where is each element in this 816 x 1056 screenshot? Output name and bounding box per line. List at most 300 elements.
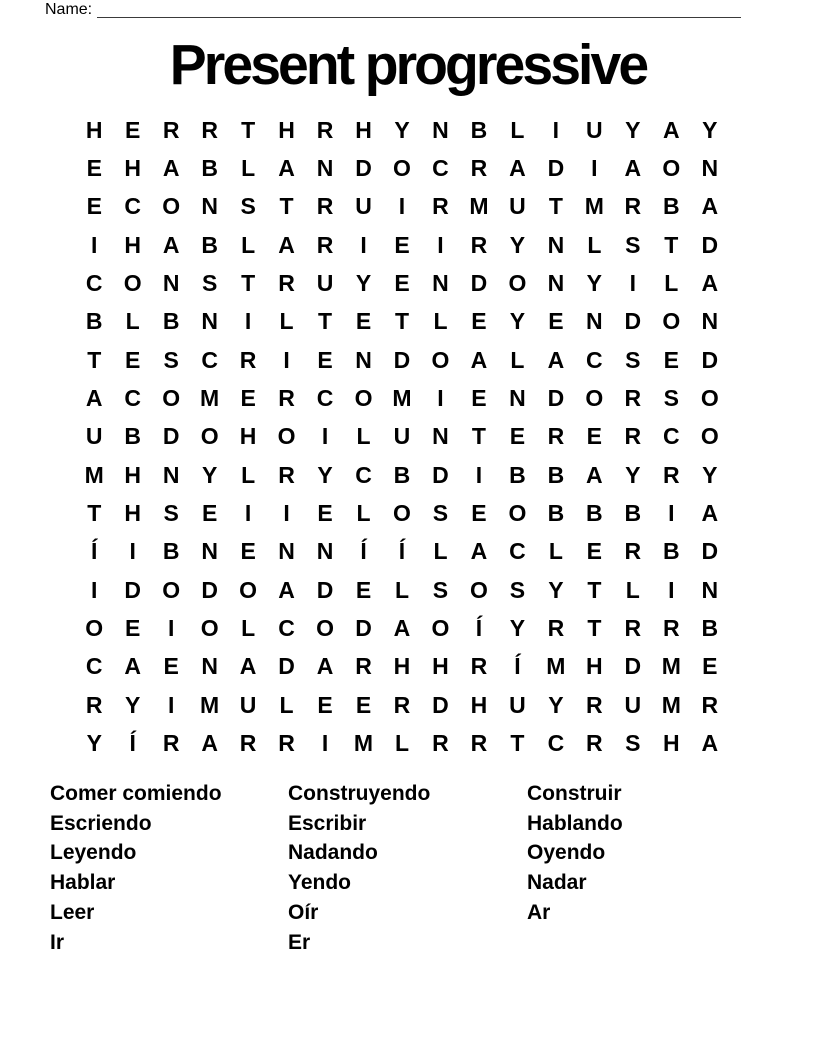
grid-letter: H (586, 653, 603, 680)
grid-letter: I (475, 461, 483, 488)
grid-letter: B (662, 538, 680, 565)
grid-letter: N (201, 653, 218, 680)
grid-letter: B (162, 308, 180, 335)
grid-letter: T (87, 500, 102, 527)
word-list-item: Er (288, 930, 311, 954)
word-list-item: Nadando (288, 841, 378, 865)
grid-letter: E (471, 500, 487, 527)
grid-letter: R (624, 423, 642, 450)
grid-letter: N (201, 538, 218, 565)
grid-letter: I (437, 231, 444, 258)
grid-letter: E (394, 231, 410, 258)
word-list-item: Hablando (527, 811, 623, 835)
grid-letter: Y (509, 615, 526, 642)
grid-letter: R (432, 193, 449, 220)
grid-letter: L (241, 461, 256, 488)
grid-letter: U (509, 193, 526, 220)
grid-letter: R (624, 193, 642, 220)
grid-letter: B (201, 155, 218, 182)
grid-letter: S (625, 346, 641, 373)
word-list-column (527, 779, 766, 957)
grid-letter: I (283, 500, 290, 527)
grid-letter: R (278, 385, 295, 412)
word-list-item: Ir (50, 930, 65, 954)
grid-letter: R (586, 730, 603, 757)
grid-letter: T (279, 193, 294, 220)
grid-letter: Y (702, 461, 718, 488)
grid-letter: T (510, 730, 525, 757)
grid-letter: A (278, 576, 295, 603)
grid-letter: R (432, 730, 449, 757)
grid-letter: S (663, 385, 679, 412)
grid-letter: D (701, 231, 719, 258)
grid-letter: C (124, 193, 142, 220)
grid-letter: M (546, 653, 566, 680)
grid-letter: D (355, 615, 372, 642)
grid-letter: H (278, 116, 295, 143)
grid-letter: O (508, 270, 527, 297)
grid-letter: A (701, 500, 719, 527)
grid-letter: R (547, 615, 565, 642)
grid-letter: I (167, 615, 175, 642)
grid-letter: N (701, 155, 719, 182)
grid-letter: L (356, 500, 371, 527)
word-list-column (288, 779, 527, 957)
grid-letter: L (664, 270, 679, 297)
grid-letter: H (239, 423, 257, 450)
grid-letter: N (586, 308, 603, 335)
grid-letter: U (85, 423, 103, 450)
grid-letter: R (470, 231, 488, 258)
grid-letter: U (239, 691, 257, 718)
grid-letter: H (124, 461, 142, 488)
grid-letter: S (163, 346, 179, 373)
grid-letter: R (470, 653, 488, 680)
grid-letter: C (547, 730, 565, 757)
grid-letter: E (317, 346, 333, 373)
grid-letter: R (701, 691, 719, 718)
grid-letter: B (201, 231, 218, 258)
grid-letter: U (355, 193, 372, 220)
grid-letter: H (85, 116, 103, 143)
word-list (50, 779, 766, 957)
grid-letter: R (278, 730, 295, 757)
grid-letter: C (662, 423, 680, 450)
grid-letter: I (552, 116, 560, 143)
grid-letter: Í (475, 615, 483, 642)
grid-letter: L (279, 308, 294, 335)
grid-letter: E (201, 500, 218, 527)
grid-letter: E (548, 308, 564, 335)
word-list-item: Nadar (527, 871, 587, 895)
grid-letter: O (662, 155, 681, 182)
grid-letter: E (586, 423, 603, 450)
grid-letter: U (393, 423, 411, 450)
grid-letter: R (355, 653, 372, 680)
grid-letter: T (587, 615, 602, 642)
grid-letter: L (394, 576, 410, 603)
grid-letter: T (318, 308, 333, 335)
grid-letter: O (123, 270, 142, 297)
grid-letter: C (316, 385, 334, 412)
grid-letter: N (316, 155, 334, 182)
grid-letter: E (471, 308, 487, 335)
grid-letter: E (317, 691, 333, 718)
grid-letter: R (586, 691, 603, 718)
grid-letter: O (700, 385, 719, 412)
grid-letter: I (244, 308, 252, 335)
grid-letter: Y (625, 461, 641, 488)
grid-letter: E (240, 538, 256, 565)
grid-letter: O (200, 615, 219, 642)
grid-letter: D (316, 576, 334, 603)
grid-letter: H (432, 653, 449, 680)
grid-letter: E (125, 116, 141, 143)
grid-letter: D (432, 691, 449, 718)
grid-letter: D (432, 461, 449, 488)
grid-letter: R (278, 461, 295, 488)
grid-letter: M (392, 385, 412, 412)
grid-letter: O (393, 500, 411, 527)
grid-letter: I (591, 155, 598, 182)
grid-letter: L (433, 308, 448, 335)
grid-letter: M (200, 691, 220, 718)
grid-letter: A (278, 231, 295, 258)
grid-letter: T (664, 231, 679, 258)
grid-letter: B (124, 423, 142, 450)
grid-letter: Y (317, 461, 333, 488)
grid-letter: L (241, 231, 256, 258)
grid-letter: E (471, 385, 487, 412)
grid-letter: B (662, 193, 680, 220)
wordsearch-grid (75, 111, 729, 763)
grid-letter: L (356, 423, 371, 450)
grid-letter: I (668, 576, 675, 603)
grid-letter: A (586, 461, 603, 488)
grid-letter: D (278, 653, 295, 680)
grid-letter: I (91, 231, 98, 258)
grid-letter: A (239, 653, 257, 680)
grid-letter: N (162, 461, 180, 488)
grid-letter: N (316, 538, 334, 565)
grid-letter: B (547, 500, 565, 527)
grid-letter: Í (398, 538, 406, 565)
grid-letter: O (662, 308, 681, 335)
grid-letter: L (279, 691, 294, 718)
word-list-column (50, 779, 288, 957)
grid-letter: L (125, 308, 140, 335)
grid-letter: M (469, 193, 489, 220)
grid-letter: A (701, 730, 719, 757)
grid-letter: T (587, 576, 602, 603)
grid-letter: R (162, 116, 180, 143)
word-list-item: Construir (527, 782, 622, 805)
word-list-item: Hablar (50, 871, 116, 895)
grid-letter: M (661, 691, 681, 718)
grid-letter: R (316, 193, 334, 220)
grid-letter: R (278, 270, 295, 297)
grid-letter: E (394, 270, 410, 297)
grid-letter: B (85, 308, 103, 335)
grid-letter: H (124, 155, 142, 182)
grid-letter: Y (586, 270, 603, 297)
word-list-item: Leer (50, 900, 95, 924)
grid-letter: B (547, 461, 565, 488)
grid-letter: Y (509, 231, 526, 258)
grid-letter: O (316, 615, 334, 642)
grid-letter: Í (91, 538, 98, 565)
grid-letter: C (85, 270, 103, 297)
grid-letter: M (584, 193, 604, 220)
grid-letter: A (124, 653, 142, 680)
grid-letter: O (162, 576, 181, 603)
grid-letter: B (162, 538, 180, 565)
grid-letter: N (432, 270, 449, 297)
grid-letter: R (547, 423, 565, 450)
word-list-item: Escriendo (50, 811, 152, 835)
grid-letter: A (701, 270, 719, 297)
grid-letter: D (355, 155, 372, 182)
grid-letter: I (321, 730, 329, 757)
grid-letter: O (354, 385, 373, 412)
grid-letter: T (241, 116, 256, 143)
grid-letter: Y (702, 116, 718, 143)
word-list-item: Construyendo (288, 782, 431, 805)
grid-letter: R (470, 155, 488, 182)
grid-letter: E (663, 346, 679, 373)
grid-letter: S (625, 730, 641, 757)
grid-letter: B (470, 116, 488, 143)
grid-letter: E (163, 653, 179, 680)
grid-letter: O (431, 615, 450, 642)
grid-letter: H (393, 653, 411, 680)
word-list-item: Oír (288, 900, 319, 924)
grid-letter: D (393, 346, 411, 373)
grid-letter: D (201, 576, 218, 603)
grid-letter: M (353, 730, 374, 757)
grid-letter: N (201, 193, 218, 220)
grid-letter: Y (355, 270, 372, 297)
grid-letter: I (629, 270, 636, 297)
grid-letter: O (85, 615, 104, 642)
grid-letter: C (355, 461, 372, 488)
grid-letter: R (316, 231, 334, 258)
grid-letter: S (163, 500, 179, 527)
grid-letter: L (587, 231, 602, 258)
grid-letter: E (86, 193, 102, 220)
word-list-item: Ar (527, 900, 551, 924)
grid-letter: H (124, 231, 142, 258)
grid-letter: O (700, 423, 719, 450)
grid-letter: O (393, 155, 411, 182)
grid-letter: D (624, 653, 642, 680)
grid-letter: A (393, 615, 411, 642)
grid-letter: R (470, 730, 488, 757)
grid-letter: L (241, 155, 256, 182)
grid-letter: C (201, 346, 218, 373)
name-row (45, 1, 741, 18)
grid-letter: N (509, 385, 526, 412)
word-list-item: Oyendo (527, 841, 606, 865)
name-label: Name: (45, 1, 93, 18)
grid-letter: I (321, 423, 329, 450)
grid-letter: D (547, 155, 565, 182)
grid-letter: D (624, 308, 642, 335)
grid-letter: B (586, 500, 603, 527)
grid-letter: E (586, 538, 603, 565)
grid-letter: S (625, 231, 641, 258)
grid-letter: A (547, 346, 565, 373)
grid-letter: R (201, 116, 218, 143)
grid-letter: A (624, 155, 642, 182)
grid-letter: O (469, 576, 488, 603)
grid-letter: E (317, 500, 333, 527)
grid-letter: D (470, 270, 488, 297)
grid-letter: A (162, 231, 180, 258)
grid-letter: E (125, 615, 141, 642)
grid-letter: A (278, 155, 295, 182)
grid-letter: B (624, 500, 642, 527)
grid-letter: E (355, 576, 372, 603)
grid-letter: E (240, 385, 256, 412)
grid-letter: Y (125, 691, 141, 718)
grid-letter: S (432, 576, 449, 603)
grid-letter: D (701, 346, 719, 373)
grid-letter: N (701, 576, 719, 603)
grid-letter: R (239, 346, 257, 373)
grid-letter: I (360, 231, 367, 258)
grid-letter: A (662, 116, 680, 143)
grid-letter: R (393, 691, 411, 718)
grid-letter: L (510, 116, 525, 143)
grid-letter: R (624, 538, 642, 565)
grid-letter: Y (625, 116, 641, 143)
grid-letter: E (86, 155, 102, 182)
grid-letter: I (167, 691, 175, 718)
grid-letter: N (547, 270, 565, 297)
grid-letter: T (394, 308, 410, 335)
grid-letter: O (585, 385, 604, 412)
grid-letter: I (129, 538, 136, 565)
grid-letter: Y (509, 308, 526, 335)
grid-letter: A (470, 538, 488, 565)
grid-letter: C (278, 615, 295, 642)
grid-letter: S (509, 576, 526, 603)
grid-letter: R (316, 116, 334, 143)
grid-letter: S (240, 193, 256, 220)
puzzle-title: Present progressive (169, 33, 647, 97)
grid-letter: H (470, 691, 488, 718)
grid-letter: N (162, 270, 180, 297)
grid-letter: L (548, 538, 563, 565)
grid-letter: C (586, 346, 603, 373)
grid-letter: E (355, 308, 372, 335)
grid-letter: T (471, 423, 486, 450)
grid-letter: N (432, 116, 449, 143)
grid-letter: H (355, 116, 372, 143)
grid-letter: I (398, 193, 406, 220)
grid-letter: I (283, 346, 290, 373)
grid-letter: I (91, 576, 98, 603)
grid-letter: A (85, 385, 103, 412)
grid-letter: N (201, 308, 218, 335)
grid-letter: D (124, 576, 142, 603)
grid-letter: L (241, 615, 256, 642)
grid-letter: O (200, 423, 219, 450)
grid-letter: E (509, 423, 526, 450)
grid-letter: R (162, 730, 180, 757)
grid-letter: I (244, 500, 252, 527)
grid-letter: T (241, 270, 256, 297)
grid-letter: Y (86, 730, 102, 757)
grid-letter: R (624, 385, 642, 412)
grid-letter: B (509, 461, 526, 488)
grid-letter: R (662, 461, 680, 488)
grid-letter: E (702, 653, 718, 680)
grid-letter: T (87, 346, 102, 373)
grid-letter: D (701, 538, 719, 565)
grid-letter: O (277, 423, 296, 450)
word-list-item: Leyendo (50, 841, 137, 865)
grid-letter: N (432, 423, 449, 450)
grid-letter: O (508, 500, 527, 527)
grid-letter: L (510, 346, 525, 373)
grid-letter: M (84, 461, 104, 488)
grid-letter: D (162, 423, 180, 450)
grid-letter: B (393, 461, 411, 488)
grid-letter: M (200, 385, 220, 412)
grid-letter: C (124, 385, 142, 412)
grid-letter: R (239, 730, 257, 757)
grid-letter: U (624, 691, 642, 718)
grid-letter: R (662, 615, 680, 642)
grid-letter: Y (548, 576, 564, 603)
grid-letter: H (124, 500, 142, 527)
grid-letter: Í (514, 653, 521, 680)
grid-letter: H (662, 730, 680, 757)
grid-letter: C (432, 155, 449, 182)
grid-letter: C (509, 538, 526, 565)
grid-letter: S (432, 500, 449, 527)
grid-letter: Í (360, 538, 367, 565)
grid-letter: T (548, 193, 563, 220)
grid-letter: A (701, 193, 719, 220)
grid-letter: S (201, 270, 218, 297)
grid-letter: R (85, 691, 103, 718)
grid-letter: U (509, 691, 526, 718)
grid-letter: U (586, 116, 603, 143)
grid-letter: B (701, 615, 719, 642)
grid-letter: E (125, 346, 141, 373)
word-list-item: Comer comiendo (50, 782, 222, 805)
grid-letter: C (85, 653, 103, 680)
grid-letter: A (316, 653, 334, 680)
grid-letter: Y (201, 461, 218, 488)
grid-letter: L (625, 576, 640, 603)
grid-letter: N (701, 308, 719, 335)
grid-letter: D (547, 385, 565, 412)
grid-letter: Y (548, 691, 564, 718)
grid-letter: A (470, 346, 488, 373)
grid-letter: A (201, 730, 218, 757)
grid-letter: A (162, 155, 180, 182)
grid-letter: U (316, 270, 334, 297)
grid-letter: L (394, 730, 410, 757)
grid-letter: I (668, 500, 675, 527)
word-list-item: Yendo (288, 871, 352, 895)
grid-letter: L (433, 538, 448, 565)
grid-letter: M (661, 653, 681, 680)
